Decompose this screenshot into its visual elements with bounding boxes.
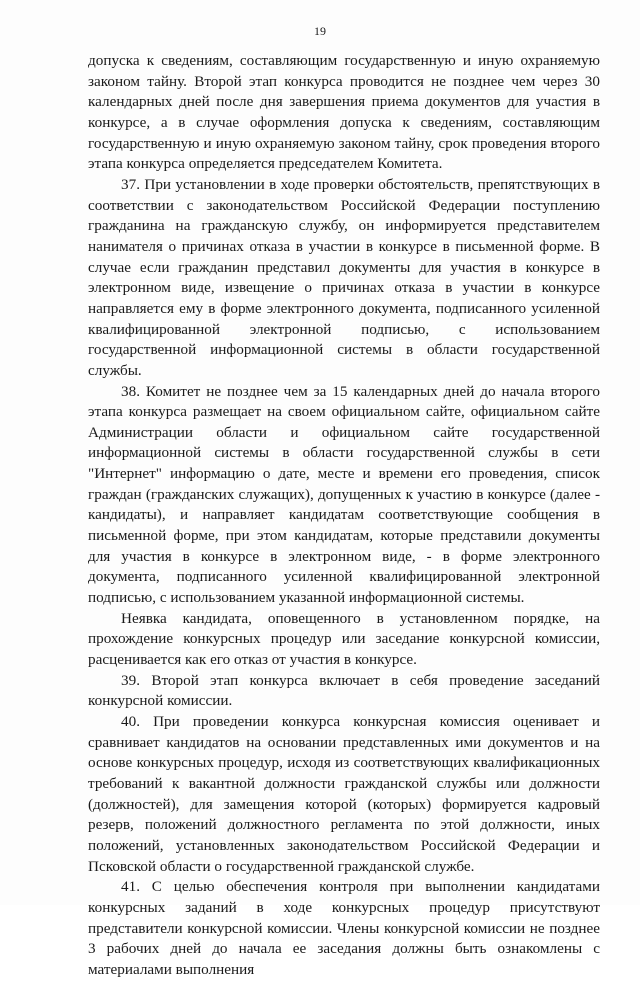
paragraph-38-absence: Неявка кандидата, оповещенного в установленном порядке, на прохождение конкурсных процедур или заседание конкурсной комиссии, расценивается как его отказ от участия в конкурсе.	[88, 609, 600, 669]
paragraph-37: 37. При установлении в ходе проверки обстоятельств, препятствующих в соответствии с законодательством Российской Федерации поступлению гражданина на гражданскую службу, он информируется представителем нанимателя о причинах отказа в участии в конкурсе в письменной форме. В случае если гражданин представил документы для участия в конкурсе в электронном виде, извещение о причинах отказа в участии в конкурсе направляется ему в форме электронного документа, подписанного усиленной квалифицированной электронной подписью, с использованием государственной информационной системы в области государственной службы.	[88, 175, 600, 379]
paragraph-38: 38. Комитет не позднее чем за 15 календарных дней до начала второго этапа конкурса размещает на своем официальном сайте, официальном сайте Администрации области и официальном сайте государственной информационной системы в области государственной службы в сети "Интернет" информацию о дате, месте и времени его проведения, список граждан (гражданских служащих), допущенных к участию в конкурсе (далее - кандидаты), и направляет кандидатам соответствующие сообщения в письменной форме, при этом кандидатам, которые представили документы для участия в конкурсе в электронном виде, - в форме электронного документа, подписанного усиленной квалифицированной электронной подписью, с использованием указанной информационной системы.	[88, 382, 600, 607]
paragraph-continuation: допуска к сведениям, составляющим государственную и иную охраняемую законом тайну. Второй этап конкурса проводится не позднее чем через 30 календарных дней после дня завершения приема документов для участия в конкурсе, а в случае оформления допуска к сведениям, составляющим государственную и иную охраняемую законом тайну, срок проведения второго этапа конкурса определяется председателем Комитета.	[88, 52, 600, 173]
document-body	[88, 51, 600, 981]
paragraph-41: 41. С целью обеспечения контроля при выполнении кандидатами конкурсных заданий в ходе конкурсных процедур присутствуют представители конкурсной комиссии. Члены конкурсной комиссии не позднее 3 рабочих дней до начала ее заседания должны быть ознакомлены с материалами выполнения	[88, 878, 600, 978]
paragraph-39: 39. Второй этап конкурса включает в себя проведение заседаний конкурсной комиссии.	[88, 671, 600, 710]
page-number: 19	[314, 24, 326, 38]
paragraph-40: 40. При проведении конкурса конкурсная комиссия оценивает и сравнивает кандидатов на основании представленных ими документов и на основе конкурсных процедур, исходя из соответствующих квалификационных требований к вакантной должности гражданской службы или должности (должностей), для замещения которой (которых) формируется кадровый резерв, положений должностного регламента по этой должности, иных положений, установленных законодательством Российской Федерации и Псковской области о государственной гражданской службе.	[88, 713, 600, 875]
